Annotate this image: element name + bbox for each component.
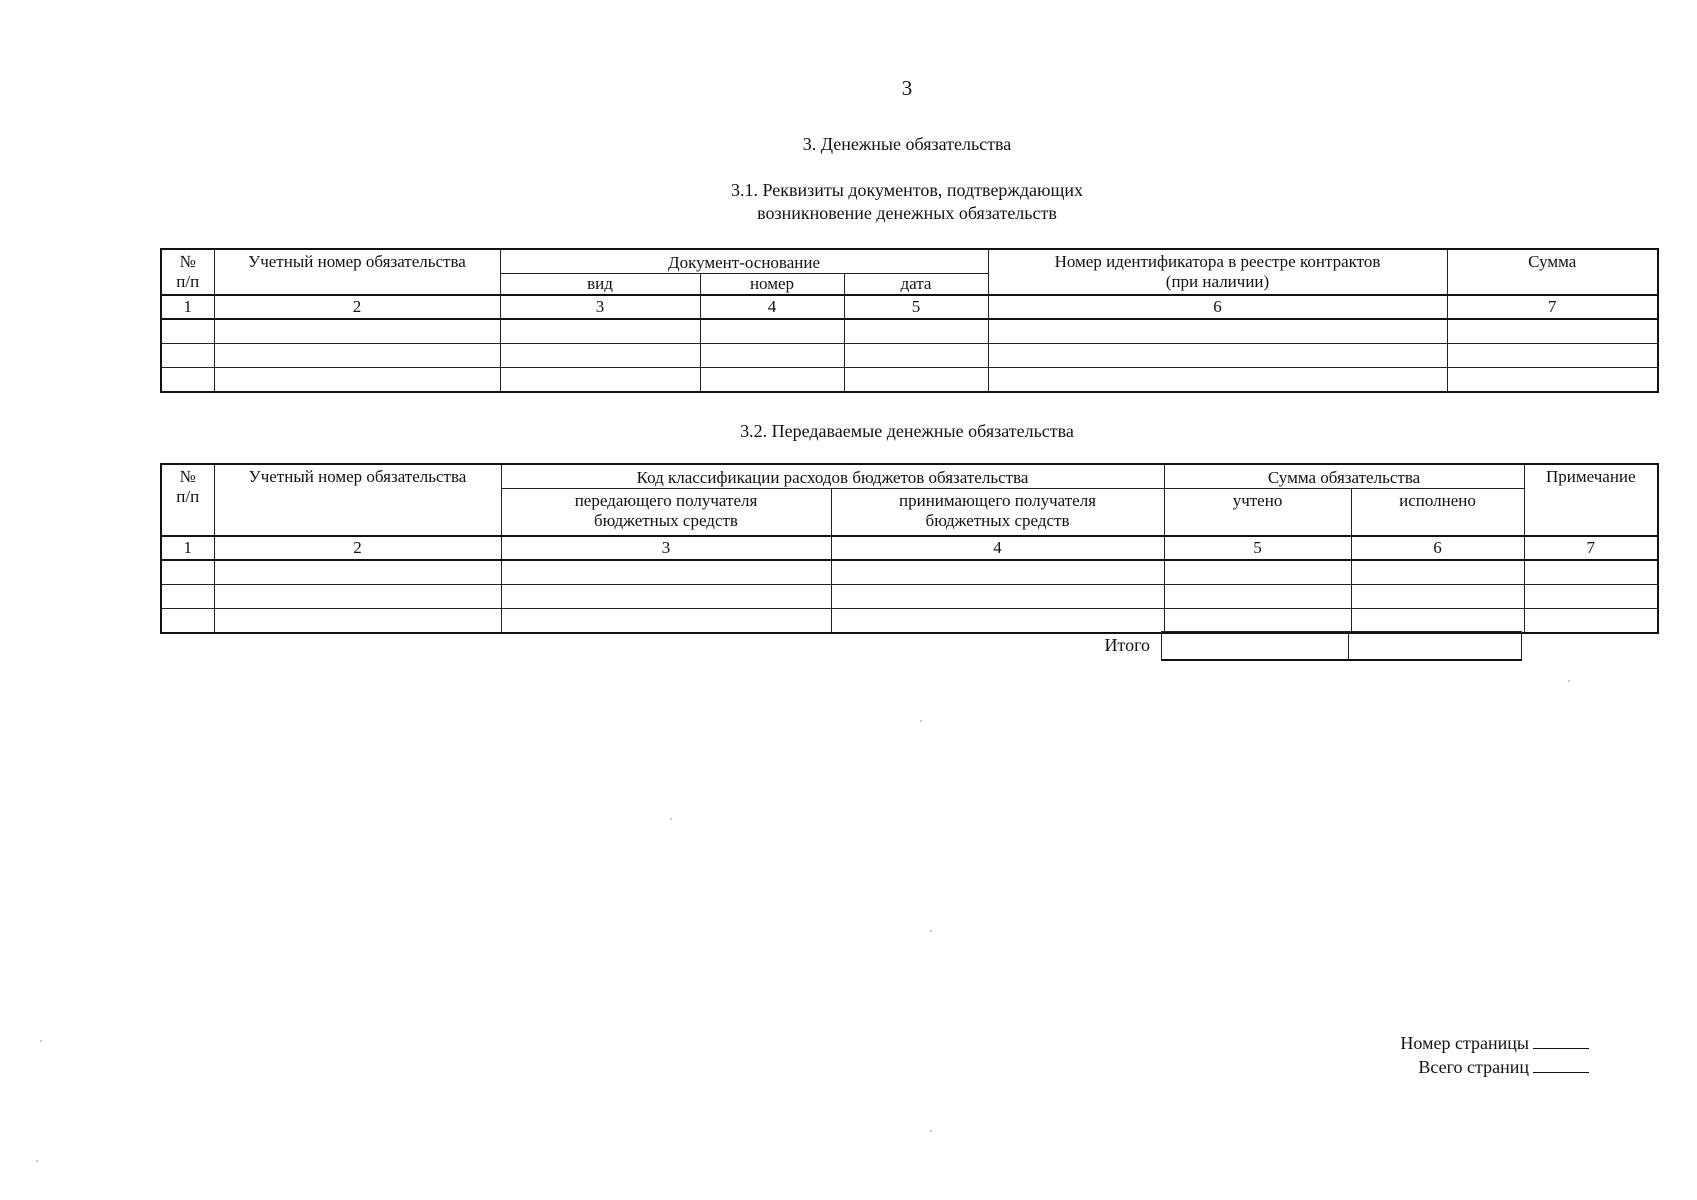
empty-cell[interactable] xyxy=(700,344,844,368)
empty-cell[interactable] xyxy=(1447,368,1658,393)
section-3-1-title-line2: возникновение денежных обязательств xyxy=(757,203,1057,223)
header-identifier-line2: (при наличии) xyxy=(1165,272,1270,291)
empty-cell[interactable] xyxy=(1524,560,1658,585)
column-number-row xyxy=(161,536,1658,560)
header-identifier-line1: Номер идентификатора в реестре контрактов xyxy=(1054,252,1381,271)
total-accounted-cell[interactable] xyxy=(1161,631,1349,661)
footer-total-pages xyxy=(1418,1056,1589,1078)
empty-cell[interactable] xyxy=(831,560,1164,585)
header-transferring-line2: бюджетных средств xyxy=(594,511,738,530)
empty-cell[interactable] xyxy=(988,344,1447,368)
empty-cell[interactable] xyxy=(1164,584,1351,608)
empty-cell[interactable] xyxy=(214,344,500,368)
empty-cell[interactable] xyxy=(831,584,1164,608)
section-3-title: 3. Денежные обязательства xyxy=(802,134,1012,154)
scan-speck xyxy=(1568,680,1570,682)
column-number: 5 xyxy=(1164,536,1351,560)
total-label: Итого xyxy=(1104,635,1150,655)
empty-cell[interactable] xyxy=(988,319,1447,344)
column-number: 3 xyxy=(500,295,700,319)
empty-cell[interactable] xyxy=(161,584,214,608)
section-3-2-title: 3.2. Передаваемые денежные обязательства xyxy=(740,421,1074,441)
column-number: 4 xyxy=(831,536,1164,560)
footer-page-number xyxy=(1400,1032,1589,1054)
empty-cell[interactable] xyxy=(988,368,1447,393)
table-header-row xyxy=(161,464,1658,489)
documents-table xyxy=(160,248,1659,393)
column-number: 7 xyxy=(1447,295,1658,319)
column-number: 2 xyxy=(214,295,500,319)
empty-cell[interactable] xyxy=(1524,608,1658,633)
scan-speck xyxy=(36,1160,38,1162)
table-row xyxy=(161,319,1658,344)
scan-speck xyxy=(930,1130,932,1132)
empty-cell[interactable] xyxy=(1164,608,1351,633)
empty-cell[interactable] xyxy=(214,608,501,633)
section-3-1-title xyxy=(0,179,1697,225)
column-number: 3 xyxy=(501,536,831,560)
header-no xyxy=(161,464,214,536)
column-number: 2 xyxy=(214,536,501,560)
column-number: 1 xyxy=(161,295,214,319)
empty-cell[interactable] xyxy=(831,608,1164,633)
table-row xyxy=(161,608,1658,633)
empty-cell[interactable] xyxy=(844,344,988,368)
empty-cell[interactable] xyxy=(501,560,831,585)
empty-cell[interactable] xyxy=(1164,560,1351,585)
header-account-number: Учетный номер обязательства xyxy=(214,464,501,536)
column-number: 6 xyxy=(1351,536,1524,560)
header-sum: Сумма xyxy=(1447,249,1658,295)
header-document-basis: Документ-основание xyxy=(500,249,988,274)
header-executed: исполнено xyxy=(1351,489,1524,536)
empty-cell[interactable] xyxy=(500,368,700,393)
header-no-line1: № xyxy=(179,467,196,486)
empty-cell[interactable] xyxy=(214,560,501,585)
empty-cell[interactable] xyxy=(501,608,831,633)
page-number-label: Номер страницы xyxy=(1400,1033,1529,1053)
total-pages-label: Всего страниц xyxy=(1418,1057,1529,1077)
empty-cell[interactable] xyxy=(844,368,988,393)
empty-cell[interactable] xyxy=(1351,608,1524,633)
column-number: 6 xyxy=(988,295,1447,319)
table-row xyxy=(161,368,1658,393)
header-no-line2: п/п xyxy=(176,272,200,291)
header-receiving-line2: бюджетных средств xyxy=(925,511,1070,530)
header-no-line1: № xyxy=(179,252,196,271)
empty-cell[interactable] xyxy=(161,368,214,393)
table-row xyxy=(161,560,1658,585)
page-number: 3 xyxy=(901,76,913,100)
header-receiving xyxy=(831,489,1164,536)
header-classification-code: Код классификации расходов бюджетов обязательства xyxy=(501,464,1164,489)
table-row xyxy=(161,344,1658,368)
empty-cell[interactable] xyxy=(500,319,700,344)
header-accounted: учтено xyxy=(1164,489,1351,536)
empty-cell[interactable] xyxy=(1524,584,1658,608)
column-number: 1 xyxy=(161,536,214,560)
scan-speck xyxy=(40,1040,42,1042)
empty-cell[interactable] xyxy=(161,319,214,344)
empty-cell[interactable] xyxy=(214,319,500,344)
scan-speck xyxy=(930,930,932,932)
scan-speck xyxy=(920,720,922,722)
empty-cell[interactable] xyxy=(844,319,988,344)
column-number: 7 xyxy=(1524,536,1658,560)
table-row xyxy=(161,584,1658,608)
total-pages-blank[interactable] xyxy=(1533,1056,1589,1073)
header-date: дата xyxy=(844,274,988,296)
empty-cell[interactable] xyxy=(161,560,214,585)
empty-cell[interactable] xyxy=(700,319,844,344)
empty-cell[interactable] xyxy=(700,368,844,393)
empty-cell[interactable] xyxy=(1351,584,1524,608)
table-header-row xyxy=(161,249,1658,274)
transferred-obligations-table xyxy=(160,463,1659,634)
header-type: вид xyxy=(500,274,700,296)
header-receiving-line1: принимающего получателя xyxy=(899,491,1097,510)
header-transferring-line1: передающего получателя xyxy=(574,491,758,510)
header-number: номер xyxy=(700,274,844,296)
empty-cell[interactable] xyxy=(161,344,214,368)
total-executed-cell[interactable] xyxy=(1348,631,1522,661)
section-3-1-title-line1: 3.1. Реквизиты документов, подтверждающих xyxy=(731,180,1083,200)
empty-cell[interactable] xyxy=(214,584,501,608)
empty-cell[interactable] xyxy=(1351,560,1524,585)
column-number-row xyxy=(161,295,1658,319)
header-no-line2: п/п xyxy=(176,487,200,506)
header-obligation-sum: Сумма обязательства xyxy=(1164,464,1524,489)
header-note: Примечание xyxy=(1524,464,1658,536)
header-transferring xyxy=(501,489,831,536)
page-number-blank[interactable] xyxy=(1533,1032,1589,1049)
header-identifier xyxy=(988,249,1447,295)
header-account-number: Учетный номер обязательства xyxy=(214,249,500,295)
empty-cell[interactable] xyxy=(214,368,500,393)
empty-cell[interactable] xyxy=(500,344,700,368)
scan-speck xyxy=(670,818,672,820)
empty-cell[interactable] xyxy=(1447,319,1658,344)
empty-cell[interactable] xyxy=(1447,344,1658,368)
column-number: 4 xyxy=(700,295,844,319)
empty-cell[interactable] xyxy=(161,608,214,633)
empty-cell[interactable] xyxy=(501,584,831,608)
header-no xyxy=(161,249,214,295)
column-number: 5 xyxy=(844,295,988,319)
